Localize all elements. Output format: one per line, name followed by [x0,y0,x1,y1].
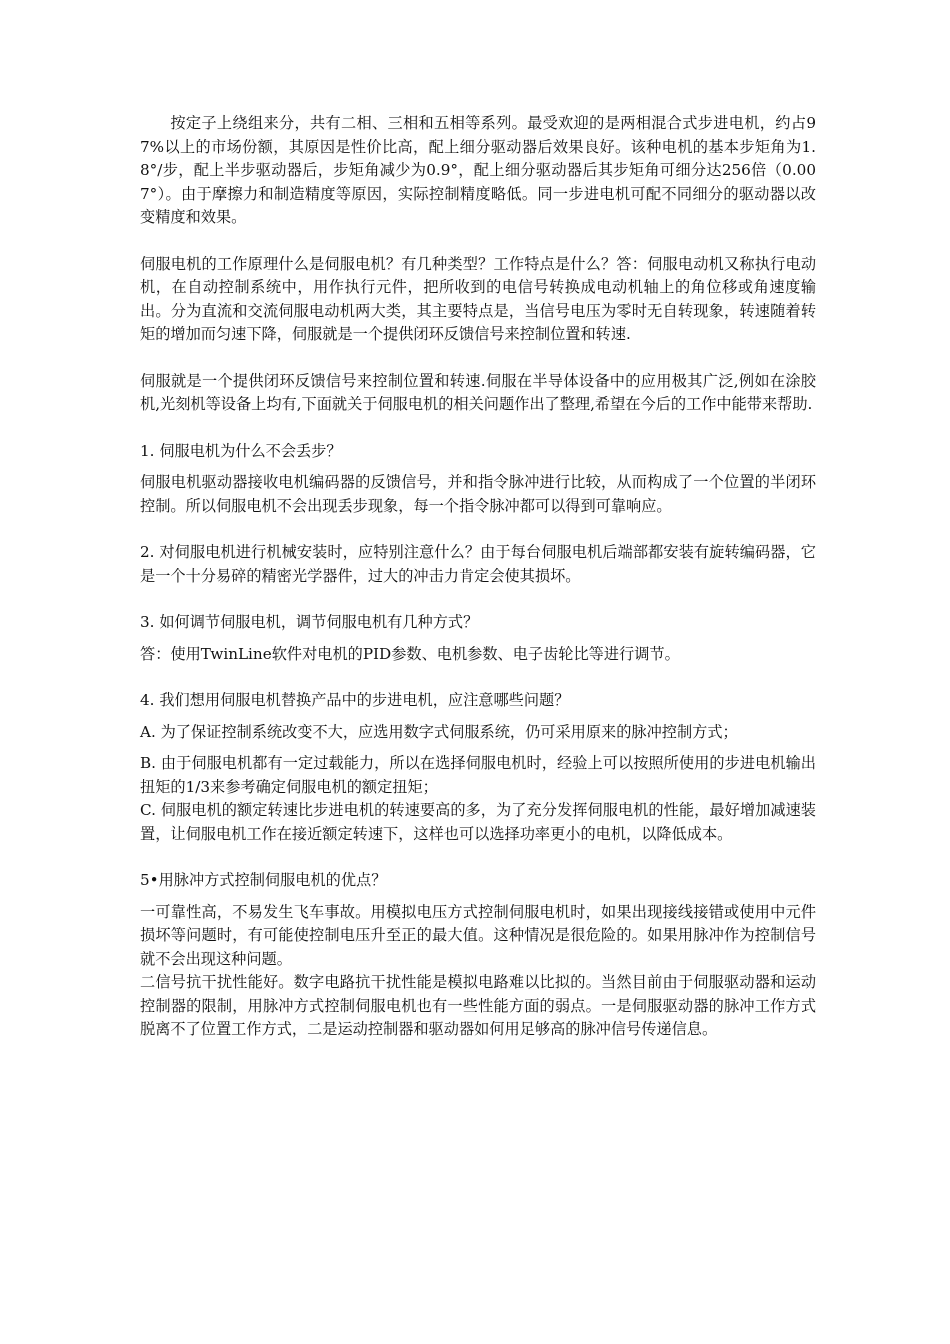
spacer [140,230,816,253]
question-2: 2. 对伺服电机进行机械安装时，应特别注意什么？由于每台伺服电机后端部都安装有旋转编码器，它是一个十分易碎的精密光学器件，过大的冲击力肯定会使其损坏。 [140,543,816,585]
answer-3: 答：使用TwinLine软件对电机的PID参数、电机参数、电子齿轮比等进行调节。 [140,644,680,663]
question-3: 3. 如何调节伺服电机，调节伺服电机有几种方式？ [140,613,479,631]
answer-1: 伺服电机驱动器接收电机编码器的反馈信号，并和指令脉冲进行比较，从而构成了一个位置的半闭环控制。所以伺服电机不会出现丢步现象，每一个指令脉冲都可以得到可靠响应。 [140,473,816,515]
spacer [140,347,816,370]
spacer [140,463,816,471]
question-5: 5•用脉冲方式控制伺服电机的优点？ [140,871,387,889]
document-page [140,112,816,1042]
spacer [140,518,816,541]
answer-4-c: C. 伺服电机的额定转速比步进电机的转速要高的多，为了充分发挥伺服电机的性能，最好增加减速装置，让伺服电机工作在接近额定转速下，这样也可以选择功率更小的电机，以降低成本。 [140,801,816,843]
spacer [140,635,816,643]
spacer [140,588,816,611]
spacer [140,744,816,752]
answer-5-point-1: 一可靠性高，不易发生飞车事故。用模拟电压方式控制伺服电机时，如果出现接线接错或使用中元件损坏等问题时，有可能使控制电压升至正的最大值。这种情况是很危险的。如果用脉冲作为控制信号就不会出现这种问题。 [140,902,816,968]
servo-principle-paragraph: 伺服电机的工作原理什么是伺服电机？有几种类型？工作特点是什么？答：伺服电动机又称执行电动机，在自动控制系统中，用作执行元件，把所收到的电信号转换成电动机轴上的角位移或角速度输出。分为直流和交流伺服电动机两大类，其主要特点是，当信号电压为零时无自转现象，转速随着转矩的增加而匀速下降，伺服就是一个提供闭环反馈信号来控制位置和转速. [140,254,816,343]
spacer [140,417,816,440]
intro-paragraph: 按定子上绕组来分，共有二相、三相和五相等系列。最受欢迎的是两相混合式步进电机，约占97%以上的市场份额，其原因是性价比高，配上细分驱动器后效果良好。该种电机的基本步矩角为1.8°/步，配上半步驱动器后，步矩角减少为0.9°，配上细分驱动器后其步矩角可细分达256倍（0.007°）。由于摩擦力和制造精度等原因，实际控制精度略低。同一步进电机可配不同细分的驱动器以改变精度和效果。 [140,114,816,226]
question-4: 4. 我们想用伺服电机替换产品中的步进电机，应注意哪些问题？ [140,691,570,709]
spacer [140,713,816,721]
answer-5-point-2: 二信号抗干扰性能好。数字电路抗干扰性能是模拟电路难以比拟的。当然目前由于伺服驱动器和运动控制器的限制，用脉冲方式控制伺服电机也有一些性能方面的弱点。一是伺服驱动器的脉冲工作方式脱离不了位置工作方式，二是运动控制器和驱动器如何用足够高的脉冲信号传递信息。 [140,973,816,1038]
answer-4-a: A. 为了保证控制系统改变不大，应选用数字式伺服系统，仍可采用原来的脉冲控制方式； [140,722,738,741]
answer-4-b: B. 由于伺服电机都有一定过载能力，所以在选择伺服电机时，经验上可以按照所使用的步进电机输出扭矩的1/3来参考确定伺服电机的额定扭矩； [140,754,816,796]
spacer [140,846,816,869]
servo-application-paragraph: 伺服就是一个提供闭环反馈信号来控制位置和转速.伺服在半导体设备中的应用极其广泛,例如在涂胶机,光刻机等设备上均有,下面就关于伺服电机的相关问题作出了整理,希望在今后的工作中能带来帮助. [140,371,816,413]
spacer [140,666,816,689]
question-1: 1. 伺服电机为什么不会丢步？ [140,441,342,460]
spacer [140,893,816,901]
